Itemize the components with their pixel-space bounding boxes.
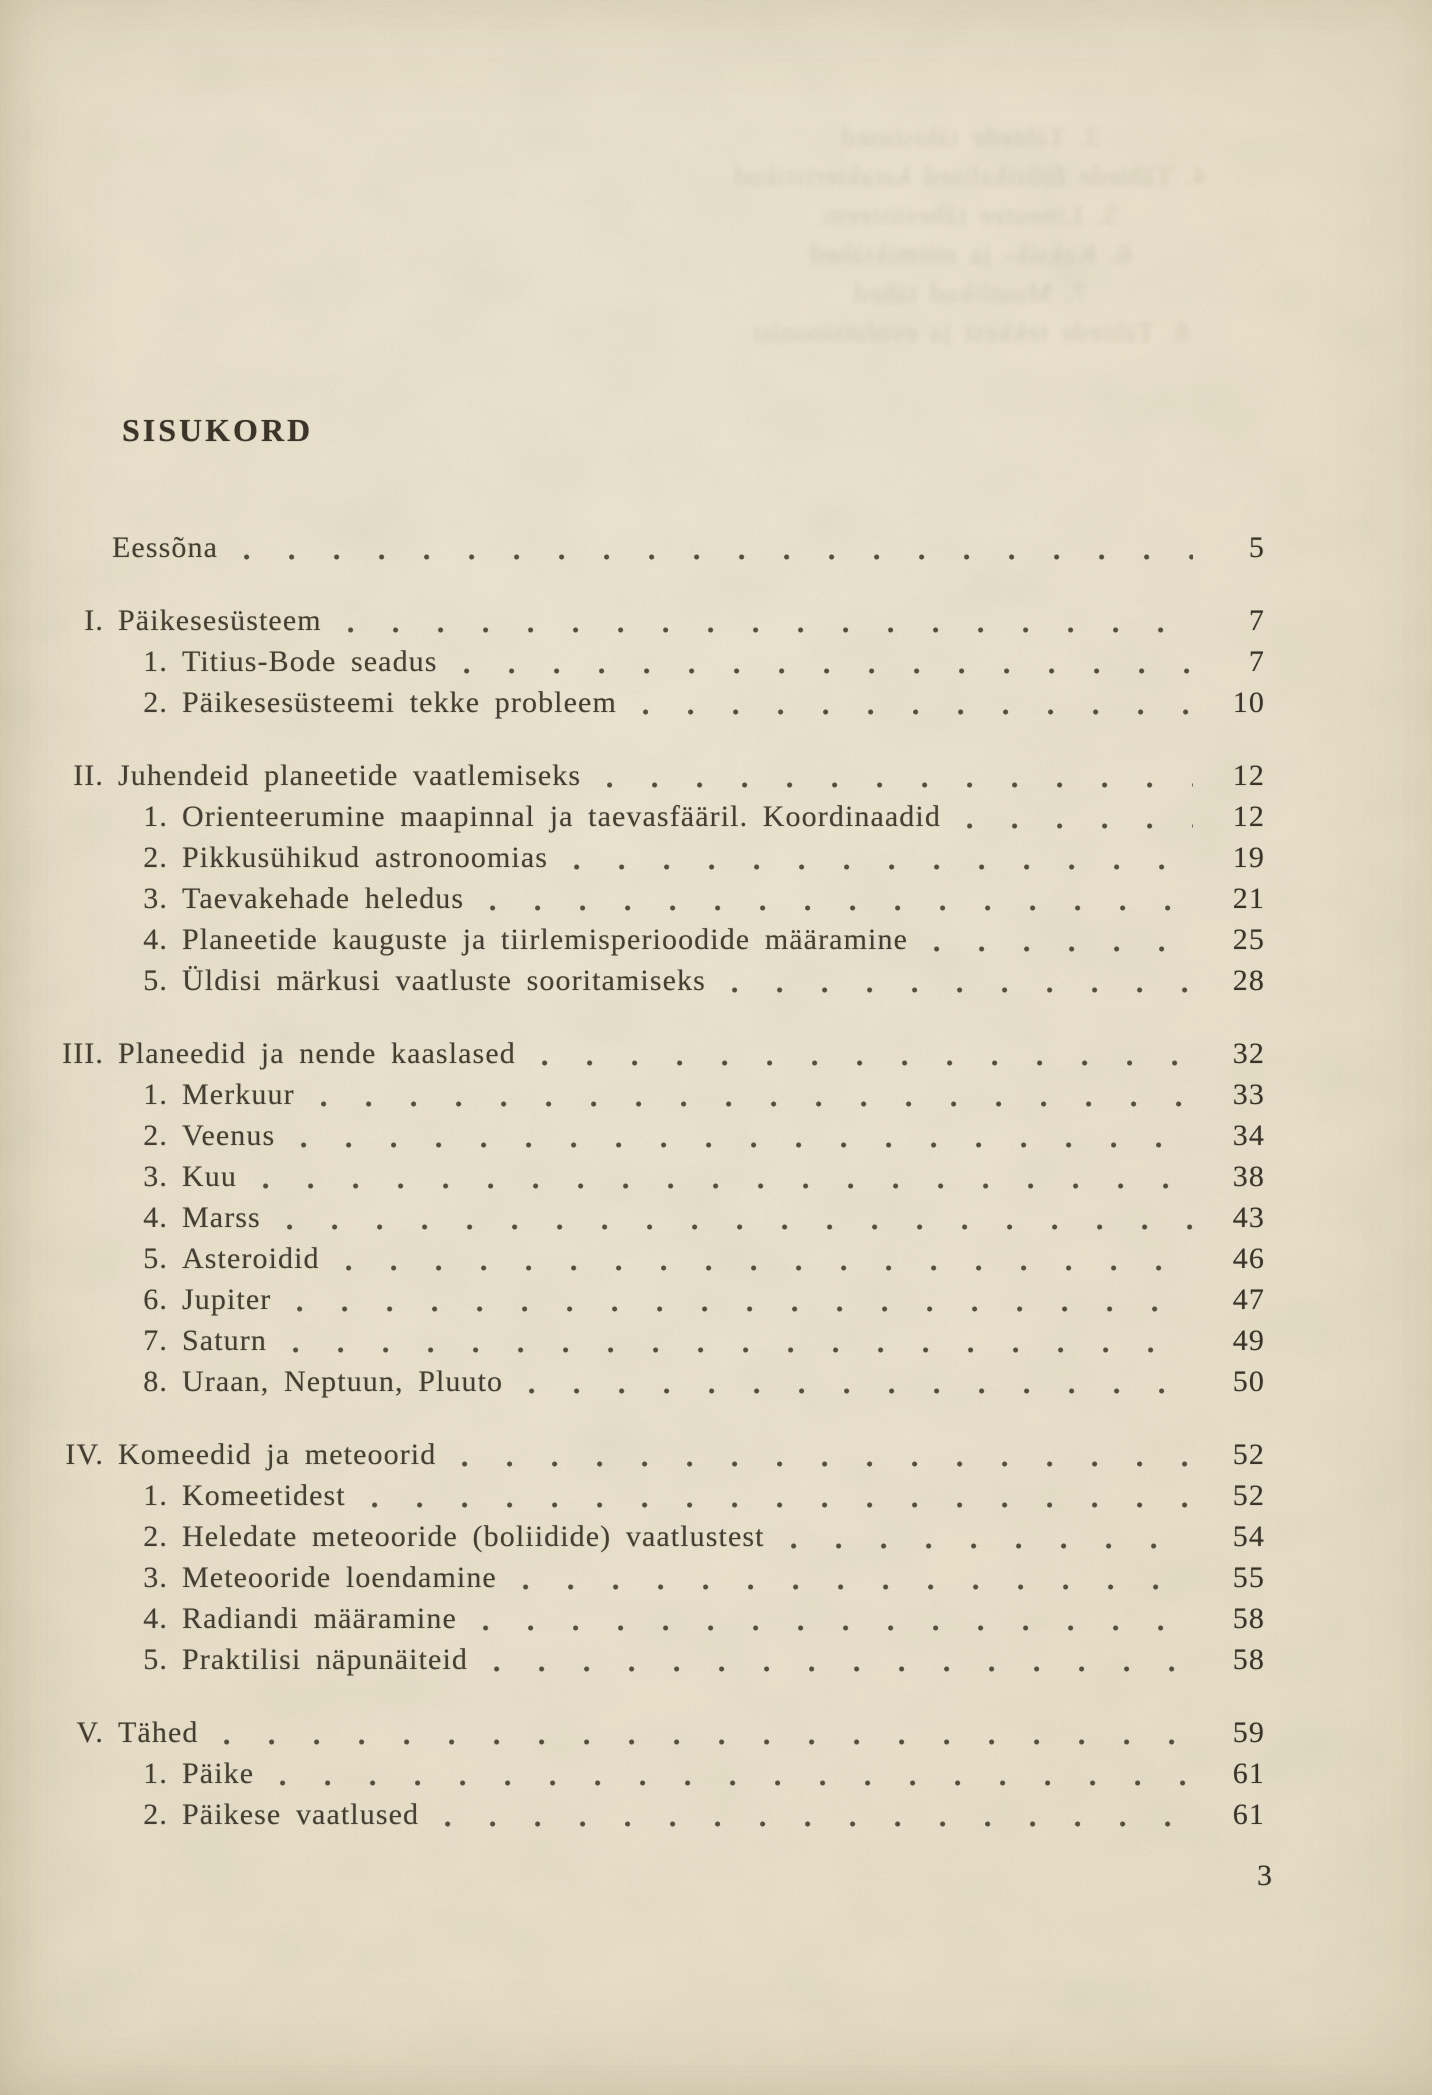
dot-leader (445, 1794, 1193, 1835)
toc-row (60, 1115, 1265, 1156)
toc-entry-numeral: 5. (143, 1242, 168, 1275)
toc-row (60, 682, 1265, 723)
table-of-contents (60, 0, 1272, 1896)
dot-leader (494, 1639, 1193, 1680)
toc-section-title: Päikesesüsteem (118, 604, 322, 637)
bleedthrough-line: 3. Tähtede tähistused (840, 122, 1100, 152)
dot-leader (287, 1197, 1193, 1238)
toc-page-number: 34 (1232, 1119, 1265, 1152)
toc-entry-numeral: 1. (143, 800, 168, 833)
toc-section-title: Juhendeid planeetide vaatlemiseks (118, 759, 582, 792)
toc-entry-label: Titius-Bode seadus (182, 645, 438, 678)
toc-entry-numeral: 2. (143, 686, 168, 719)
toc-page-number: 49 (1232, 1324, 1265, 1357)
dot-leader (523, 1557, 1193, 1598)
toc-page-number: 52 (1232, 1479, 1265, 1512)
toc-row (60, 1475, 1265, 1516)
toc-row (60, 796, 1265, 837)
toc-entry-label: Päike (182, 1757, 255, 1790)
toc-entry-numeral: 4. (143, 1201, 168, 1234)
toc-entry-label: Asteroidid (182, 1242, 320, 1275)
bleedthrough-line: 5. Linnutee tähesüsteem (822, 200, 1118, 230)
toc-row (60, 641, 1265, 682)
toc-entry-label: Merkuur (182, 1078, 295, 1111)
toc-section-row (60, 1434, 1265, 1475)
toc-list (60, 527, 1272, 1896)
dot-leader (348, 600, 1193, 641)
toc-row (60, 837, 1265, 878)
toc-page-number: 33 (1232, 1078, 1265, 1111)
toc-entry-label: Meteooride loendamine (182, 1561, 497, 1594)
folio-page-number: 3 (1257, 1859, 1272, 1892)
toc-section-numeral: V. (76, 1716, 104, 1749)
toc-page-number: 52 (1232, 1438, 1265, 1471)
toc-page-number: 12 (1232, 759, 1265, 792)
toc-row (60, 1156, 1265, 1197)
toc-entry-label: Pikkusühikud astronoomias (182, 841, 549, 874)
toc-entry-numeral: 8. (143, 1365, 168, 1398)
toc-row (60, 1074, 1265, 1115)
toc-section-title: Tähed (118, 1716, 199, 1749)
dot-leader (542, 1033, 1193, 1074)
dot-leader (293, 1320, 1193, 1361)
toc-page-number: 59 (1232, 1716, 1265, 1749)
page-title: SISUKORD (122, 412, 314, 448)
toc-entry-numeral: 1. (143, 1078, 168, 1111)
toc-entry-label: Komeetidest (182, 1479, 346, 1512)
toc-entry-numeral: 2. (143, 1520, 168, 1553)
dot-leader (301, 1115, 1193, 1156)
dot-leader (643, 682, 1193, 723)
toc-page-number: 55 (1232, 1561, 1265, 1594)
toc-entry-label: Radiandi määramine (182, 1602, 457, 1635)
toc-page-number: 10 (1232, 686, 1265, 719)
toc-section-row (60, 1712, 1265, 1753)
toc-page-number: 32 (1232, 1037, 1265, 1070)
toc-page-number: 19 (1232, 841, 1265, 874)
toc-entry-numeral: 1. (143, 645, 168, 678)
toc-row (60, 1361, 1265, 1402)
toc-entry-label: Uraan, Neptuun, Pluuto (182, 1365, 504, 1398)
toc-page-number: 47 (1232, 1283, 1265, 1316)
toc-row (60, 960, 1265, 1001)
toc-entry-numeral: 5. (143, 964, 168, 997)
dot-leader (321, 1074, 1193, 1115)
toc-entry-numeral: 3. (143, 882, 168, 915)
toc-page-number: 46 (1232, 1242, 1265, 1275)
toc-entry-numeral: 2. (143, 841, 168, 874)
toc-row (60, 1320, 1265, 1361)
toc-section-numeral: II. (73, 759, 104, 792)
toc-page-number: 28 (1232, 964, 1265, 997)
bleedthrough-line: 8. Tähtede tekkest ja evolutsioonist (751, 317, 1189, 347)
toc-page-number: 54 (1232, 1520, 1265, 1553)
toc-row (60, 919, 1265, 960)
toc-row (60, 1238, 1265, 1279)
toc-row (60, 1598, 1265, 1639)
dot-leader (529, 1361, 1193, 1402)
toc-entry-numeral: 4. (143, 923, 168, 956)
toc-row (60, 1557, 1265, 1598)
toc-entry-label: Veenus (182, 1119, 276, 1152)
dot-leader (372, 1475, 1193, 1516)
toc-entry-numeral: 3. (143, 1561, 168, 1594)
toc-page-number: 38 (1232, 1160, 1265, 1193)
toc-page-number: 7 (1248, 604, 1265, 637)
toc-page-number: 21 (1232, 882, 1265, 915)
toc-entry-numeral: 6. (143, 1283, 168, 1316)
toc-entry-label: Saturn (182, 1324, 267, 1357)
toc-entry-numeral: 4. (143, 1602, 168, 1635)
toc-section-numeral: IV. (65, 1438, 104, 1471)
dot-leader (967, 796, 1193, 837)
toc-entry-numeral: 1. (143, 1479, 168, 1512)
toc-entry-label: Heledate meteooride (boliidide) vaatlustest (182, 1520, 765, 1553)
toc-entry-label: Eessõna (112, 531, 219, 564)
toc-section-row (60, 600, 1265, 641)
dot-leader (607, 755, 1193, 796)
toc-entry-label: Üldisi märkusi vaatluste sooritamiseks (182, 964, 706, 997)
toc-row (60, 1753, 1265, 1794)
toc-entry-label: Kuu (182, 1160, 237, 1193)
toc-entry-label: Praktilisi näpunäiteid (182, 1643, 468, 1676)
dot-leader (346, 1238, 1193, 1279)
toc-section-row (60, 755, 1265, 796)
bleedthrough-line: 6. Kaksik- ja mitmiktähed (809, 239, 1131, 269)
toc-entry-label: Päikesesüsteemi tekke probleem (182, 686, 617, 719)
dot-leader (462, 1434, 1193, 1475)
toc-row (60, 878, 1265, 919)
toc-page-number: 61 (1232, 1757, 1265, 1790)
dot-leader (483, 1598, 1193, 1639)
toc-entry-numeral: 7. (143, 1324, 168, 1357)
toc-page-number: 7 (1248, 645, 1265, 678)
toc-page-number: 25 (1232, 923, 1265, 956)
dot-leader (732, 960, 1193, 1001)
toc-entry-numeral: 5. (143, 1643, 168, 1676)
toc-entry-numeral: 2. (143, 1119, 168, 1152)
toc-section-row (60, 1033, 1265, 1074)
dot-leader (244, 527, 1193, 568)
toc-page-number: 5 (1248, 531, 1265, 564)
toc-page-number: 58 (1232, 1602, 1265, 1635)
toc-entry-label: Orienteerumine maapinnal ja taevasfääril. Koordinaadid (182, 800, 941, 833)
toc-entry-numeral: 3. (143, 1160, 168, 1193)
toc-entry-label: Marss (182, 1201, 261, 1234)
toc-section-numeral: III. (62, 1037, 104, 1070)
dot-leader (490, 878, 1193, 919)
toc-row (60, 1794, 1265, 1835)
toc-page-number: 12 (1232, 800, 1265, 833)
toc-page-number: 43 (1232, 1201, 1265, 1234)
toc-section-title: Planeedid ja nende kaaslased (118, 1037, 516, 1070)
toc-entry-label: Jupiter (182, 1283, 272, 1316)
toc-row (60, 527, 1265, 568)
dot-leader (224, 1712, 1193, 1753)
toc-page-number: 61 (1232, 1798, 1265, 1831)
dot-leader (574, 837, 1193, 878)
toc-section-numeral: I. (84, 604, 104, 637)
toc-row (60, 1639, 1265, 1680)
dot-leader (791, 1516, 1193, 1557)
dot-leader (934, 919, 1193, 960)
dot-leader (280, 1753, 1193, 1794)
dot-leader (263, 1156, 1193, 1197)
toc-entry-numeral: 2. (143, 1798, 168, 1831)
bleedthrough-line: 7. Muutlikud tähed (852, 278, 1088, 308)
toc-row (60, 1516, 1265, 1557)
toc-entry-label: Planeetide kauguste ja tiirlemisperioodide määramine (182, 923, 908, 956)
toc-page-number: 58 (1232, 1643, 1265, 1676)
toc-row (60, 1279, 1265, 1320)
toc-row (60, 1197, 1265, 1238)
dot-leader (464, 641, 1193, 682)
bleedthrough-line: 4. Tähtede füüsikalised karakteristikud (733, 161, 1207, 191)
toc-entry-label: Taevakehade heledus (182, 882, 465, 915)
toc-entry-numeral: 1. (143, 1757, 168, 1790)
toc-page-number: 50 (1232, 1365, 1265, 1398)
toc-entry-label: Päikese vaatlused (182, 1798, 420, 1831)
toc-section-title: Komeedid ja meteoorid (118, 1438, 437, 1471)
dot-leader (297, 1279, 1193, 1320)
